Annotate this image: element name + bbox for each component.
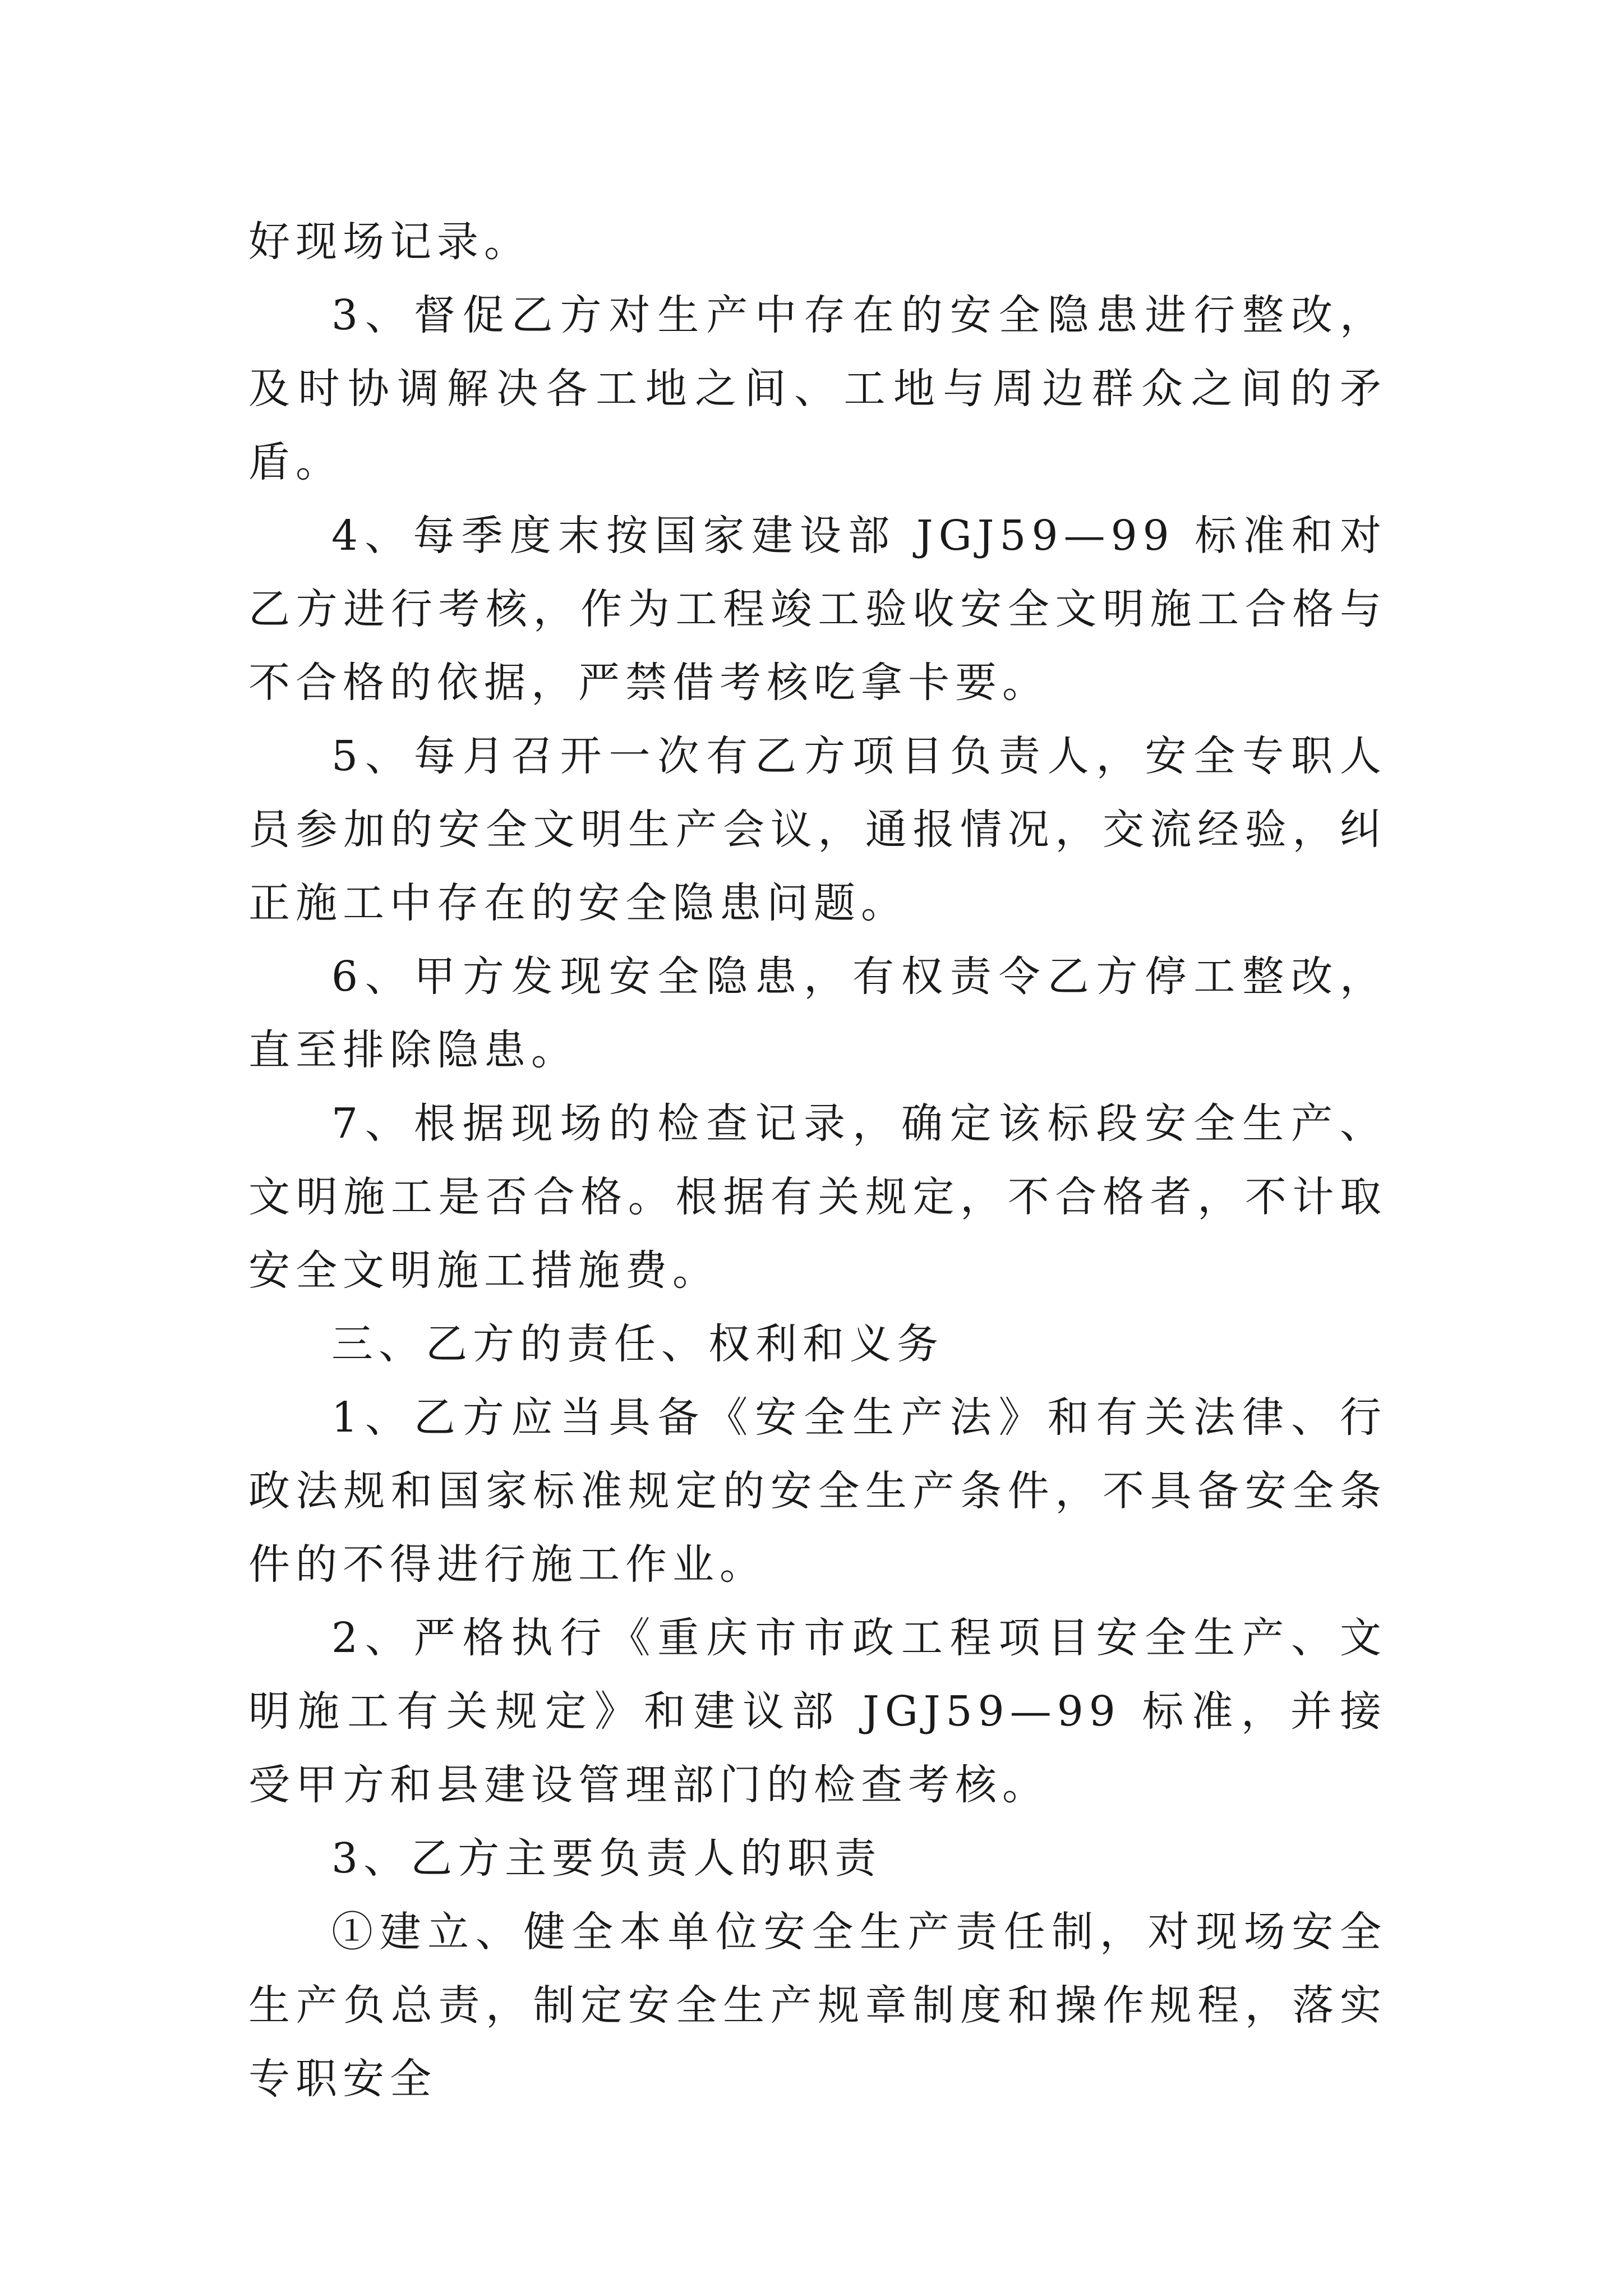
paragraph-6: 7、根据现场的检查记录，确定该标段安全生产、文明施工是否合格。根据有关规定，不合格者，不计取安全文明施工措施费。	[248, 1099, 1387, 1295]
paragraph-8: 2、严格执行《重庆市市政工程项目安全生产、文明施工有关规定》和建议部 JGJ59—99 标准，并接受甲方和县建设管理部门的检查考核。	[248, 1614, 1387, 1809]
paragraph-4: 5、每月召开一次有乙方项目负责人，安全专职人员参加的安全文明生产会议，通报情况，交流经验，纠正施工中存在的安全隐患问题。	[248, 732, 1387, 927]
paragraph-5: 6、甲方发现安全隐患，有权责令乙方停工整改，直至排除隐患。	[248, 953, 1387, 1074]
paragraph-10: ①建立、健全本单位安全生产责任制，对现场安全生产负总责，制定安全生产规章制度和操作规程，落实专职安全	[248, 1908, 1387, 2103]
paragraph-9: 3、乙方主要负责人的职责	[331, 1834, 882, 1883]
document-body	[248, 205, 1387, 2116]
paragraph-1: 好现场记录。	[248, 218, 531, 266]
section-heading: 三、乙方的责任、权利和义务	[331, 1320, 944, 1368]
paragraph-3: 4、每季度末按国家建设部 JGJ59—99 标准和对乙方进行考核，作为工程竣工验收安全文明施工合格与不合格的依据，严禁借考核吃拿卡要。	[248, 512, 1387, 707]
paragraph-7: 1、乙方应当具备《安全生产法》和有关法律、行政法规和国家标准规定的安全生产条件，不具备安全条件的不得进行施工作业。	[248, 1393, 1387, 1589]
paragraph-2: 3、督促乙方对生产中存在的安全隐患进行整改，及时协调解决各工地之间、工地与周边群众之间的矛盾。	[248, 291, 1387, 486]
